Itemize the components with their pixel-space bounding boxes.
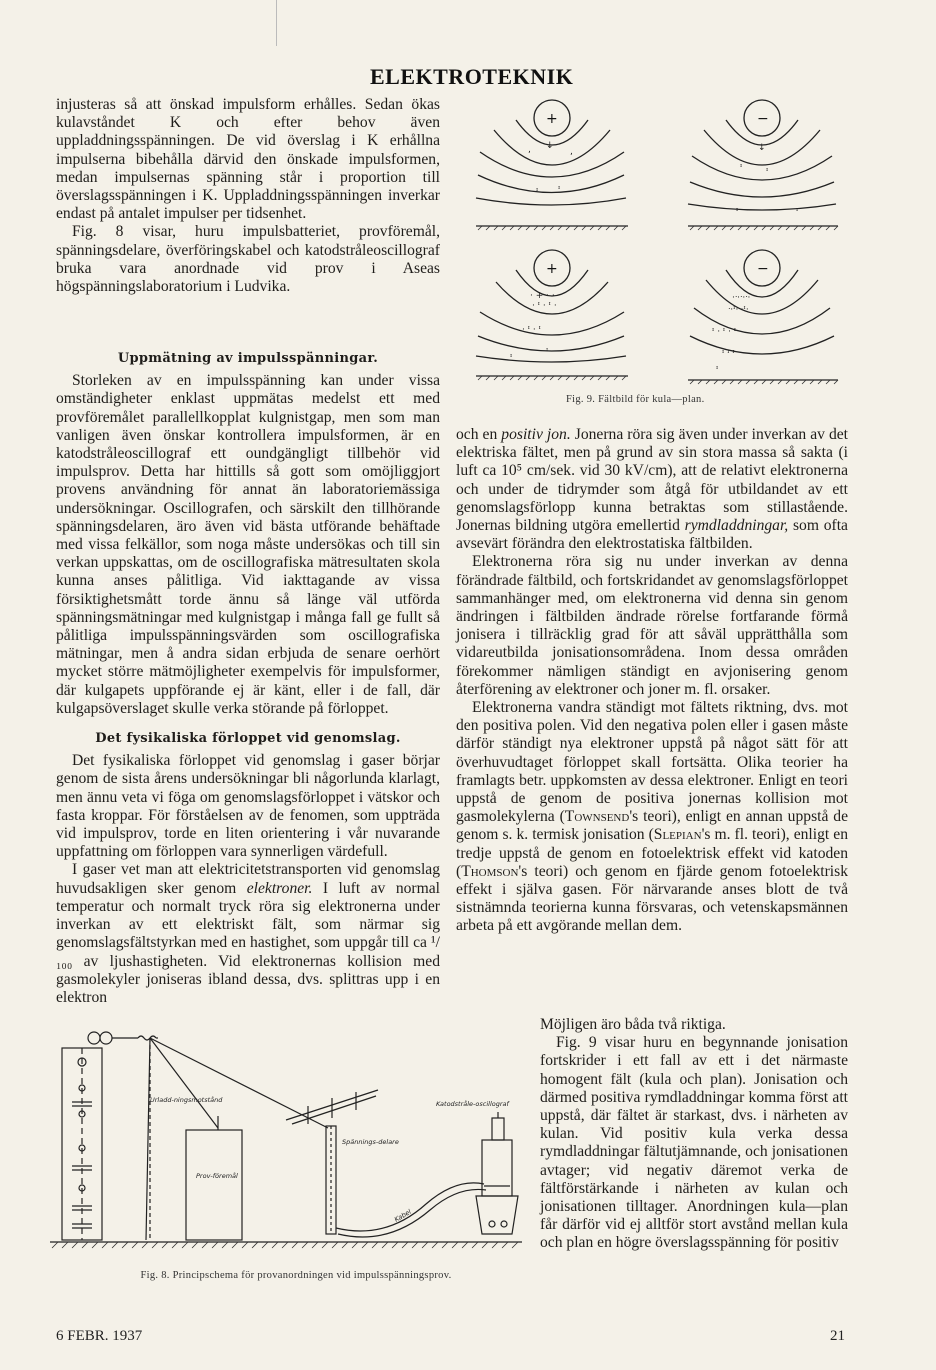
page-header: ELEKTROTEKNIK: [370, 64, 574, 89]
page-number: 21: [830, 1328, 845, 1344]
left-column-top: [56, 96, 440, 296]
left-column-body: [56, 338, 440, 1007]
section-heading: Uppmätning av impulsspänningar.: [117, 351, 379, 366]
paragraph: Det fysikaliska förloppet vid genomslag i gaser börjar genom de sista årens undersökningar bli någorlunda klarlagt, men ännu veta vi föga om genomslagsförloppet i vätskor och fasta kroppar. För förståelsen av de fenomen, som uppträda vid impulsprov, torde en liten orientering i vår nuvarande uppfattning om förloppen vara synnerligen värdefull.: [56, 752, 440, 861]
sign-negative: −: [757, 261, 769, 277]
svg-text:ᶦ ᶦ ᶦ: ᶦ ᶦ ᶦ: [722, 349, 735, 359]
svg-text:↓: ↓: [758, 143, 766, 153]
svg-text:ᶦ: ᶦ: [536, 187, 539, 197]
label-cable: Kabel: [393, 1207, 413, 1224]
svg-text:ᐧ·ᶦ·ᐧ·ᶦ·: ᐧ·ᶦ·ᐧ·ᶦ·: [728, 305, 749, 315]
svg-text:· ᶦ · ᶦ ·: · ᶦ · ᶦ ·: [532, 301, 557, 311]
label-voltage-divider: Spännings-delare: [342, 1138, 399, 1146]
svg-text:ᶦ: ᶦ: [796, 207, 799, 217]
right-column-narrow: [540, 1016, 848, 1253]
paragraph: Fig. 8 visar, huru impulsbatteriet, provföremål, spänningsdelare, överföringskabel och katodstråleoscillograf bruka vara anordnade vid prov i Aseas högspänningslaboratorium i Ludvika.: [56, 223, 440, 296]
svg-text:↓: ↓: [546, 141, 554, 151]
svg-text:ᶦ: ᶦ: [716, 365, 719, 375]
paragraph: Möjligen äro båda två riktiga.: [540, 1016, 726, 1033]
label-test-object: Prov-föremål: [196, 1172, 238, 1180]
svg-text:ᶦ: ᶦ: [546, 347, 549, 357]
paragraph: Storleken av en impulsspänning kan under vissa omständigheter enklast uppmätas medelst ett med provföremålet parallellkopplat kulgnistgap, men som man vanligen även önskar kontrollera impulsformen, är en katodstråleoscillograf ett oundgängligt tillbehör vid impulsprov. Detta har hittills så gott som omöjliggjort provens användning för annat än laboratoriemässiga undersökningar. Oscillografen, och särskilt den tillhörande spänningsdelaren, äro även vid bästa utförande behäftade med vissa felkällor, som noga måste undersökas och till sin verkan uppskattas, om de oscillografiska mätresultaten skola kunna anses pålitliga. Vid iakttagande av vissa försiktighetsmått torde ännu så länge väl utförda spänningsmätningar med kulgnistgap i många fall ge fullt så pålitliga impulsspänningsvärden som oscillografiska mätningar, men å andra sidan erbjuda de senare oerhört mycket större mätmöjligheter exempelvis för impulsformer, där kulgapets uppförande ej är känt, eller i de fall, där kulgapsöverslaget skulle verka störande på förloppet.: [56, 372, 440, 717]
fig8-diagram: [46, 1028, 526, 1252]
svg-text:ᶦ · ᶦ · ᶦ: ᶦ · ᶦ · ᶦ: [712, 327, 737, 337]
sign-positive: +: [546, 111, 558, 127]
sign-positive: +: [546, 261, 558, 277]
fig9-caption: Fig. 9. Fältbild för kula—plan.: [566, 394, 705, 405]
svg-text:ᶦ: ᶦ: [736, 207, 739, 217]
right-column-body: [456, 426, 848, 936]
svg-text:,: ,: [528, 145, 531, 155]
label-oscilloscope: Katodstråle-oscillograf: [436, 1100, 509, 1108]
svg-text:ᶦ: ᶦ: [766, 167, 769, 177]
paragraph: Fig. 9 visar huru en begynnande jonisation fortskrider i ett fall av ett i det närmaste homogent fält (kula och plan). Jonisation och därmed positiva rymdladdningar komma först att uppstå, där fältet är starkast, dvs. i närheten av kulan. Vid positiv kula verka dessa rymdladdningar fältutjämnande, och jonisationen avtager; vid negativ däremot verka de fältförstärkande i närheten av kulan och jonisationen tilltager. Anordningen kula—plan får därför vid ej alltför stort avstånd mellan kula och plan en högre överslagsspänning för positiv: [540, 1034, 848, 1252]
paragraph: injusteras så att önskad impulsform erhålles. Sedan ökas kulavståndet K och efter behov även uppladdningsspänningen. De vid överslag i K erhållna impulserna bibehålla därvid den önskade impulsformen, medan impulsernas spänning står i proportion till överslagsspänningen i K. Uppladdningsspänningen inverkar endast på antalet impulser per tidsenhet.: [56, 96, 440, 223]
scan-margin-mark: [276, 0, 277, 46]
fig9-diagram: [466, 90, 846, 390]
paragraph: Elektronerna vandra ständigt mot fältets riktning, dvs. mot den positiva polen. Vid den negativa polen eller i gasen måste därför ständigt nya elektroner uppstå på något sätt för att överhuvudtaget förloppet skall fortsätta. Olika teorier ha framlagts betr. uppkomsten av dessa elektroner. Enligt en teori uppstå de genom de positiva jonernas kollision mot gasmolekylerna (Townsend's teori), enligt en annan uppstå de genom s. k. termisk jonisation (Slepian's m. fl. teori), enligt en tredje uppstå de genom en fotoelektrisk effekt vid katoden (Thomson's teori) och genom en fjärde genom fotoelektrisk effekt i själva gasen. För närvarande anses blott de två sistnämnda teorierna kunna försvaras, och vetenskapsmännen arbeta på ett avgörande mellan dem.: [456, 699, 848, 935]
svg-text:·ᐧ·ᐧ·ᐧ·: ·ᐧ·ᐧ·ᐧ·: [732, 293, 751, 303]
sign-negative: −: [757, 111, 769, 127]
section-heading: Det fysikaliska förloppet vid genomslag.: [95, 731, 401, 747]
svg-text:· ᶦ · ᶦ: · ᶦ · ᶦ: [522, 325, 541, 335]
footer-date: 6 FEBR. 1937: [56, 1328, 143, 1344]
svg-text:ᶦ: ᶦ: [740, 163, 743, 173]
svg-text:· + · ·: · + · ·: [530, 291, 555, 301]
svg-text:ᶦ: ᶦ: [558, 185, 561, 195]
paragraph: I gaser vet man att elektricitetstransporten vid genomslag huvudsakligen sker genom elektroner. I luft av normal temperatur och normalt tryck röra sig elektronerna under inverkan av ett elektriskt fält, som närmar sig genomslagsfältstyrkan med en hastighet, som uppgår till ca ¹/₁₀₀ av ljushastigheten. Vid elektronernas kollision med gasmolekyler joniseras ibland dessa, dvs. splittras upp i en elektron: [56, 861, 440, 1006]
fig8-caption: Fig. 8. Principschema för provanordningen vid impulsspänningsprov.: [140, 1270, 452, 1281]
label-discharge-resistor: Urladd-ningsmotstånd: [150, 1096, 223, 1104]
paragraph: Elektronerna röra sig nu under inverkan av denna förändrade fältbild, och fortskridandet av genomslagsförloppet sammanhänger med, om elektronerna vid denna sin genom ändringen i fältbilden ändrade rörelse fortfarande förmå jonisera i tillräcklig grad för att såväl upprätthålla som vidareutbilda jonisationsområdena. Inom dessa områden förekommer nämligen ständigt en avjonisering genom återförening av elektroner och joner m. fl. orsaker.: [456, 553, 848, 698]
svg-text:,: ,: [570, 147, 573, 157]
svg-text:ᶦ: ᶦ: [510, 353, 513, 363]
paragraph: och en positiv jon. Jonerna röra sig även under inverkan av det elektriska fältet, men på grund av sin stora massa så sakta (i luft ca 10⁵ cm/sek. vid 30 kV/cm), att de relativt elektronerna och under de tidrymder som åtgå för utbildandet av ett genomslagsförlopp kunna betraktas som stillastående. Jonernas bildning utgöra emellertid rymdladdningar, som ofta avsevärt förändra den elektrostatiska fältbilden.: [456, 426, 849, 553]
